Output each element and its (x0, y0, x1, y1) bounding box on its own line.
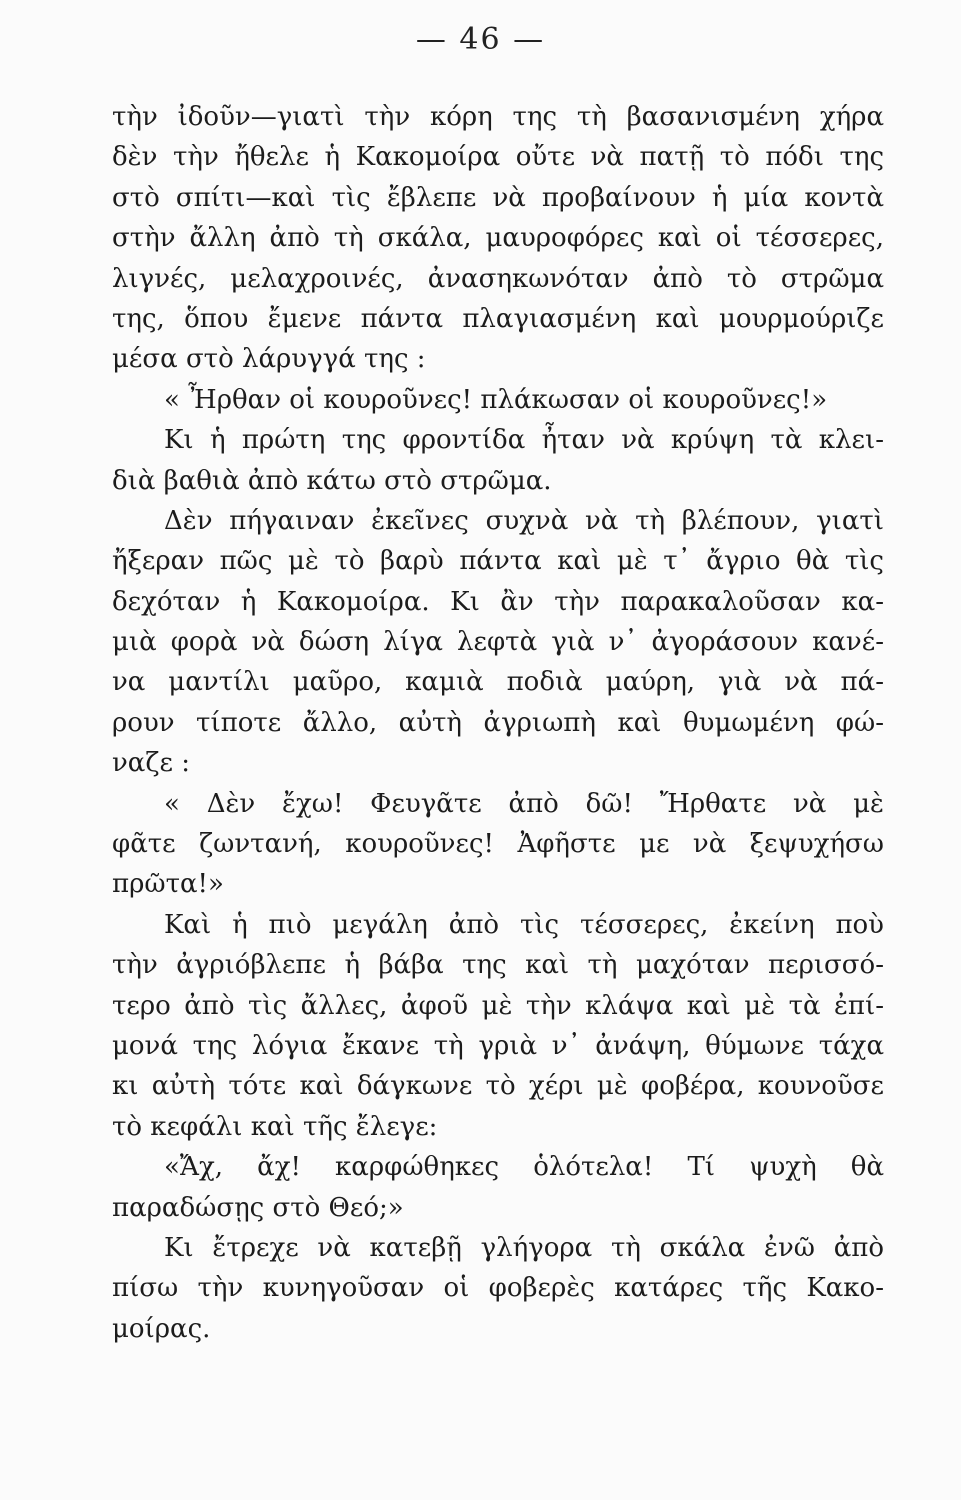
text-line: « Ἦρθαν οἱ κουροῦνες! πλάκωσαν οἱ κουροῦνες!» (164, 384, 828, 415)
text-line: τὸ κεφάλι καὶ τῆς ἔλεγε: (112, 1111, 438, 1142)
text-line: πρῶτα!» (112, 869, 224, 900)
text-line: ρουν τίποτε ἄλλο, αὐτὴ ἀγριωπὴ καὶ θυμωμένη φώ- (112, 707, 884, 738)
text-line: ναζε : (112, 748, 190, 779)
text-line: διὰ βαθιὰ ἀπὸ κάτω στὸ στρῶμα. (112, 465, 552, 496)
text-line: τὴν ἰδοῦν—γιατὶ τὴν κόρη της τὴ βασανισμένη χήρα (112, 102, 884, 132)
text-line: Κι ἔτρεχε νὰ κατεβῇ γλήγορα τὴ σκάλα ἐνῶ ἀπὸ (164, 1232, 884, 1263)
page-number: — 46 — (415, 22, 546, 57)
text-line: της, ὅπου ἔμενε πάντα πλαγιασμένη καὶ μουρμούριζε (112, 303, 884, 334)
text-line: «Ἄχ, ἄχ! καρφώθηκες ὁλότελα! Τί ψυχὴ θὰ (164, 1152, 884, 1183)
text-line: τερο ἀπὸ τὶς ἄλλες, ἀφοῦ μὲ τὴν κλάψα καὶ μὲ τὰ ἐπί- (112, 990, 884, 1021)
body-text (112, 97, 884, 1349)
text-line: παραδώσῃς στὸ Θεό;» (112, 1192, 404, 1223)
text-line: Κι ἡ πρώτη της φροντίδα ἦταν νὰ κρύψη τὰ κλει- (164, 425, 884, 456)
text-line: μοίρας. (112, 1313, 211, 1344)
text-line: δεχόταν ἡ Κακομοίρα. Κι ἂν τὴν παρακαλοῦσαν κα- (112, 586, 884, 617)
text-line: να μαντίλι μαῦρο, καμιὰ ποδιὰ μαύρη, γιὰ νὰ πά- (112, 667, 884, 698)
text-line: δὲν τὴν ἤθελε ἡ Κακομοίρα οὔτε νὰ πατῇ τὸ πόδι της (112, 142, 884, 173)
text-line: Καὶ ἡ πιὸ μεγάλη ἀπὸ τὶς τέσσερες, ἐκείνη ποὺ (164, 909, 884, 940)
text-line: μιὰ φορὰ νὰ δώση λίγα λεφτὰ γιὰ ν᾿ ἀγοράσουν κανέ- (112, 627, 884, 658)
text-line: μονά της λόγια ἔκανε τὴ γριὰ ν᾿ ἀνάψη, θύμωνε τάχα (112, 1030, 884, 1061)
text-line: στὴν ἄλλη ἀπὸ τὴ σκάλα, μαυροφόρες καὶ οἱ τέσσερες, (112, 223, 884, 254)
text-line: Δὲν πήγαιναν ἐκεῖνες συχνὰ νὰ τὴ βλέπουν, γιατὶ (164, 505, 884, 536)
text-line: κι αὐτὴ τότε καὶ δάγκωνε τὸ χέρι μὲ φοβέρα, κουνοῦσε (112, 1071, 884, 1102)
text-line: φᾶτε ζωντανή, κουροῦνες! Ἀφῆστε με νὰ ξεψυχήσω (112, 829, 884, 860)
text-line: ἤξεραν πῶς μὲ τὸ βαρὺ πάντα καὶ μὲ τ᾿ ἄγριο θὰ τὶς (112, 546, 884, 577)
text-line: λιγνές, μελαχροινές, ἀνασηκωνόταν ἀπὸ τὸ στρῶμα (112, 263, 884, 294)
text-line: πίσω τὴν κυνηγοῦσαν οἱ φοβερὲς κατάρες τῆς Κακο- (112, 1273, 884, 1304)
text-line: τὴν ἀγριόβλεπε ἡ βάβα της καὶ τὴ μαχόταν περισσό- (112, 950, 884, 981)
text-line: μέσα στὸ λάρυγγά της : (112, 344, 426, 375)
text-line: στὸ σπίτι—καὶ τὶς ἔβλεπε νὰ προβαίνουν ἡ μία κοντὰ (112, 182, 884, 213)
text-line: « Δὲν ἔχω! Φευγᾶτε ἀπὸ δῶ! Ἤρθατε νὰ μὲ (164, 788, 884, 819)
